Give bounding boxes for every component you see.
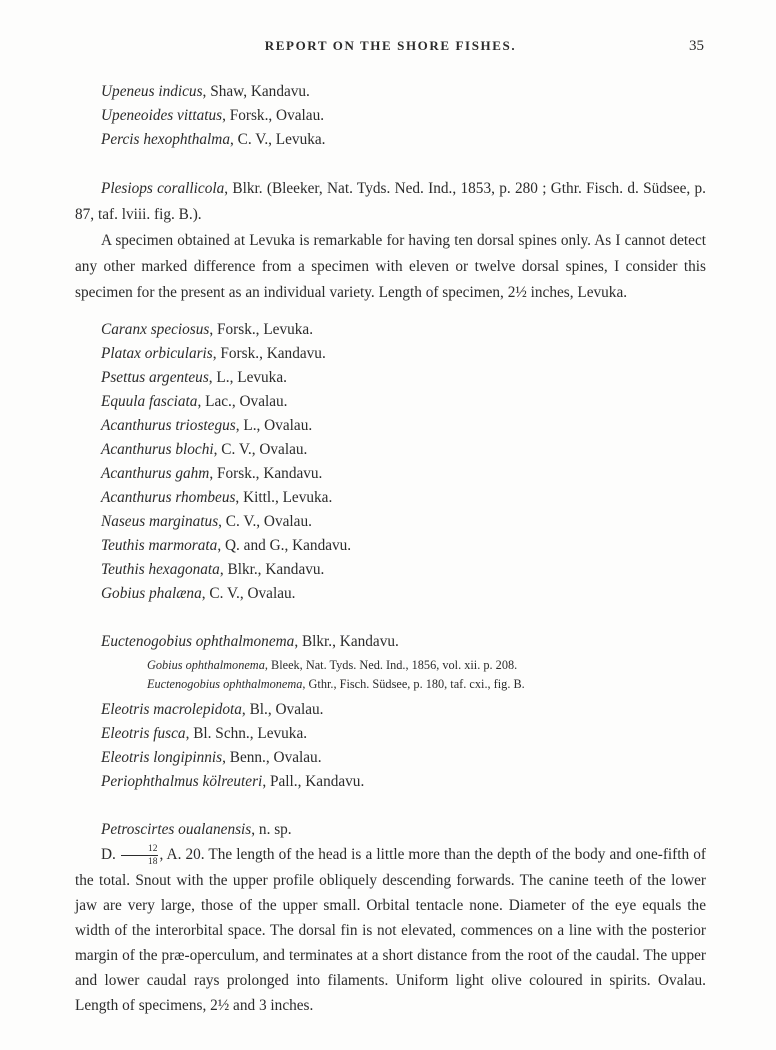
species-name: Acanthurus triostegus [101, 417, 236, 434]
species-entry [101, 582, 706, 606]
species-name: Petroscirtes oualanensis [101, 821, 252, 838]
species-name: Periophthalmus kölreuteri [101, 773, 263, 790]
species-authority: , Bl. Schn., Levuka. [185, 725, 308, 742]
species-name: Gobius phalæna [101, 585, 202, 602]
species-authority: , Lac., Ovalau. [197, 393, 288, 410]
species-name: Eleotris longipinnis [101, 749, 223, 766]
species-name: Upeneoides vittatus [101, 107, 223, 124]
fraction-numerator: 12 [121, 844, 159, 856]
reference-citation: , Bleek, Nat. Tyds. Ned. Ind., 1856, vol. xii. p. 208. [264, 658, 518, 672]
species-name: Platax orbicularis [101, 345, 213, 362]
species-entry [101, 534, 706, 558]
section-gap [75, 164, 706, 176]
species-name: Euctenogobius ophthalmonema [101, 633, 295, 650]
species-authority: , Kittl., Levuka. [235, 489, 333, 506]
section-gap [75, 618, 706, 630]
species-name: Psettus argenteus [101, 369, 209, 386]
reference-species-name: Gobius ophthalmonema [147, 658, 265, 672]
species-entry [101, 342, 706, 366]
species-name: Eleotris fusca [101, 725, 186, 742]
fin-formula-prefix: D. [101, 846, 120, 863]
species-entry [101, 104, 706, 128]
species-name: Acanthurus blochi [101, 441, 214, 458]
species-authority: , Forsk., Ovalau. [222, 107, 325, 124]
specimen-paragraph: A specimen obtained at Levuka is remarkable for having ten dorsal spines only. As I cannot detect any other marked difference from a specimen with eleven or twelve dorsal spines, I consider this specimen for the present as an individual variety. Length of specimen, 2½ inches, Levuka. [75, 232, 706, 301]
synonymy-references [147, 656, 706, 694]
species-name: Percis hexophthalma [101, 131, 231, 148]
species-entry [101, 722, 706, 746]
species-name: Upeneus indicus [101, 83, 203, 100]
species-name: Eleotris macrolepidota [101, 701, 242, 718]
species-name: Teuthis marmorata [101, 537, 218, 554]
species-name: Plesiops corallicola [101, 180, 225, 197]
species-authority: , n. sp. [251, 821, 292, 838]
section-gap [75, 806, 706, 818]
fraction-denominator: 18 [147, 857, 158, 868]
species-authority: , L., Levuka. [208, 369, 287, 386]
species-authority: , Forsk., Levuka. [209, 321, 314, 338]
species-entry [101, 318, 706, 342]
species-name: Teuthis hexagonata [101, 561, 220, 578]
species-authority: , Bl., Ovalau. [241, 701, 324, 718]
species-authority: , Blkr. (Bleeker, Nat. Tyds. Ned. Ind., 1853, p. 280 ; Gthr. Fisch. d. Südsee, p. 87, taf. lviii. fig. B.). [75, 180, 707, 223]
species-authority: , Forsk., Kandavu. [212, 345, 326, 362]
species-entry [101, 770, 706, 794]
species-authority: , Blkr., Kandavu. [219, 561, 325, 578]
species-entry [101, 80, 706, 104]
species-entry [101, 438, 706, 462]
page-header [75, 38, 706, 58]
fin-formula-suffix: , A. 20. [159, 846, 205, 863]
species-entry [101, 414, 706, 438]
petroscirtes-entry [101, 818, 706, 842]
species-authority: , Shaw, Kandavu. [202, 83, 310, 100]
species-name: Caranx speciosus [101, 321, 210, 338]
species-entry [101, 698, 706, 722]
species-list-1 [75, 80, 706, 152]
species-entry [101, 390, 706, 414]
species-entry [101, 510, 706, 534]
species-name: Equula fasciata [101, 393, 198, 410]
species-entry [101, 462, 706, 486]
species-entry [101, 746, 706, 770]
description-body: The length of the head is a little more than the depth of the body and one-fifth of the total. Snout with the upper profile obliquely descending forwards. The canine teeth of the lower jaw are very large, those of the upper small. Orbital tentacle none. Diameter of the eye equals the width of the interorbital space. The dorsal fin is not elevated, commences on a line with the posterior margin of the præ-operculum, and terminates at a short distance from the root of the caudal. The upper and lower caudal rays prolonged into filaments. Uniform light olive coloured in spirits. Ovalau. Length of specimens, 2½ and 3 inches. [75, 846, 706, 1014]
reference-entry [147, 675, 706, 694]
species-name: Acanthurus gahm [101, 465, 210, 482]
species-authority: , C. V., Ovalau. [213, 441, 308, 458]
species-authority: , Benn., Ovalau. [222, 749, 322, 766]
species-entry [101, 558, 706, 582]
description-paragraph [75, 842, 706, 1018]
species-authority: , L., Ovalau. [235, 417, 313, 434]
species-name: Naseus marginatus [101, 513, 219, 530]
species-entry [101, 128, 706, 152]
reference-citation: , Gthr., Fisch. Südsee, p. 180, taf. cxi., fig. B. [302, 677, 525, 691]
page-number: 35 [689, 38, 704, 54]
species-list-2 [75, 318, 706, 606]
species-authority: , Forsk., Kandavu. [209, 465, 323, 482]
section-gap [75, 306, 706, 318]
plesiops-entry [75, 176, 706, 228]
fin-ray-fraction [121, 844, 159, 868]
species-entry [101, 486, 706, 510]
species-authority: , C. V., Ovalau. [201, 585, 296, 602]
species-list-3 [75, 698, 706, 794]
species-authority: , Blkr., Kandavu. [294, 633, 399, 650]
species-authority: , C. V., Levuka. [230, 131, 326, 148]
running-title: REPORT ON THE SHORE FISHES. [264, 38, 517, 53]
reference-entry [147, 656, 706, 675]
species-name: Acanthurus rhombeus [101, 489, 236, 506]
species-authority: , Pall., Kandavu. [262, 773, 365, 790]
species-entry [101, 366, 706, 390]
reference-species-name: Euctenogobius ophthalmonema [147, 677, 303, 691]
euctenogobius-entry [101, 630, 706, 654]
species-authority: , Q. and G., Kandavu. [217, 537, 352, 554]
species-authority: , C. V., Ovalau. [218, 513, 312, 530]
